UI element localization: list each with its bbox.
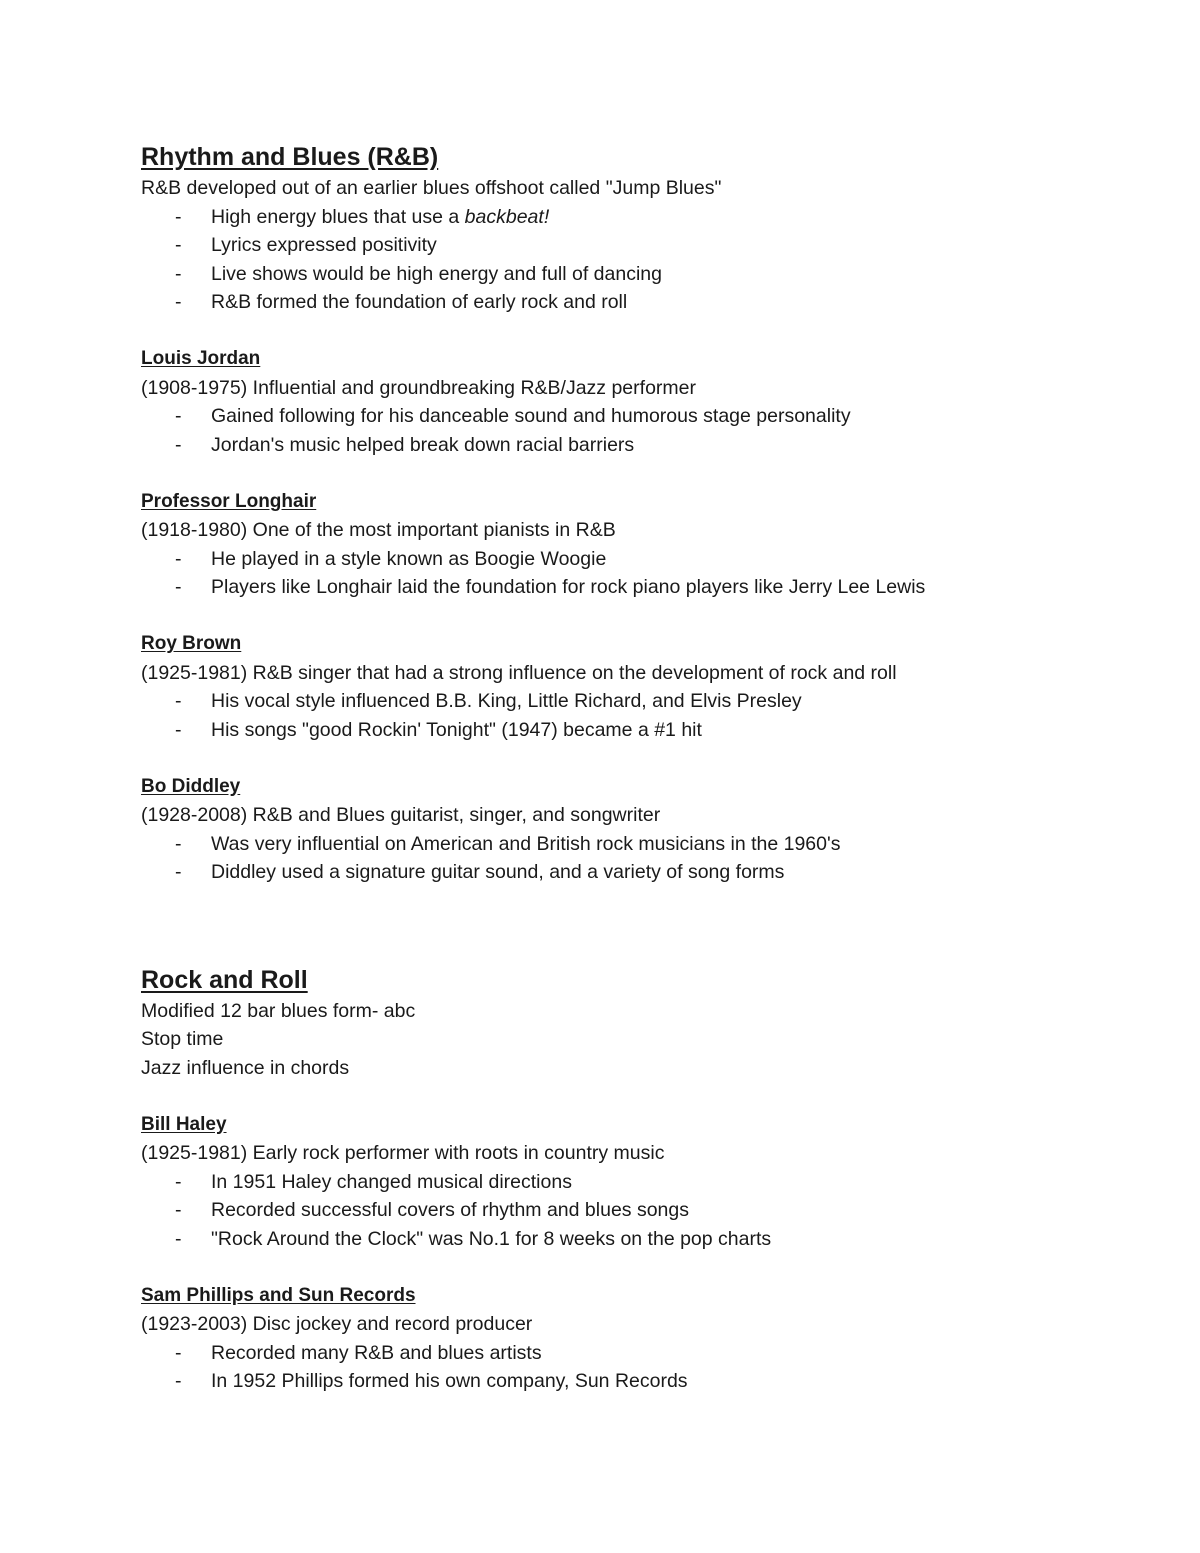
list-item — [141, 1168, 1081, 1197]
dash-bullet: - — [175, 1370, 182, 1392]
list-item — [141, 431, 1081, 460]
dash-bullet: - — [175, 832, 182, 855]
list-item — [141, 545, 1081, 574]
artist-description: (1918-1980) One of the most important pianists in R&B — [141, 519, 616, 541]
artist-description: (1925-1981) R&B singer that had a strong influence on the development of rock and roll — [141, 661, 897, 684]
bullet-text: Lyrics expressed positivity — [211, 234, 437, 256]
bullet-text: Recorded successful covers of rhythm and blues songs — [211, 1199, 689, 1221]
bullet-text: He played in a style known as Boogie Woogie — [211, 547, 607, 570]
list-item — [141, 203, 1081, 232]
list-item — [141, 402, 1081, 431]
list-item — [141, 1225, 1081, 1254]
dash-bullet: - — [175, 262, 182, 285]
bullet-text: Gained following for his danceable sound and humorous stage personality — [211, 405, 851, 427]
section-title-rock: Rock and Roll — [141, 965, 308, 994]
dash-bullet: - — [175, 405, 182, 427]
artist-description: (1925-1981) Early rock performer with roots in country music — [141, 1142, 665, 1164]
bullet-text: In 1952 Phillips formed his own company, Sun Records — [211, 1370, 688, 1392]
list-item — [141, 1367, 1081, 1396]
dash-bullet: - — [175, 576, 182, 598]
dash-bullet: - — [175, 718, 182, 741]
dash-bullet: - — [175, 547, 182, 570]
section-title-rnb: Rhythm and Blues (R&B) — [141, 143, 439, 171]
rock-line: Jazz influence in chords — [141, 1056, 350, 1079]
rock-line: Stop time — [141, 1028, 224, 1050]
bullet-text: Jordan's music helped break down racial barriers — [211, 433, 635, 456]
rock-line: Modified 12 bar blues form- abc — [141, 999, 416, 1022]
dash-bullet: - — [175, 433, 182, 456]
dash-bullet: - — [175, 1199, 182, 1221]
list-item — [141, 1196, 1081, 1225]
list-item — [141, 716, 1081, 745]
bullet-text: In 1951 Haley changed musical directions — [211, 1170, 572, 1193]
dash-bullet: - — [175, 861, 182, 883]
list-item — [141, 573, 1081, 602]
dash-bullet: - — [175, 1227, 182, 1250]
dash-bullet: - — [175, 1341, 182, 1364]
dash-bullet: - — [175, 690, 182, 712]
artist-heading: Professor Longhair — [141, 490, 317, 512]
bullet-text: Players like Longhair laid the foundation for rock piano players like Jerry Lee Lewis — [211, 576, 926, 598]
artist-heading: Roy Brown — [141, 633, 242, 654]
artist-description: (1928-2008) R&B and Blues guitarist, singer, and songwriter — [141, 804, 661, 826]
bullet-text: Was very influential on American and British rock musicians in the 1960's — [211, 832, 841, 855]
list-item — [141, 1339, 1081, 1368]
list-item — [141, 260, 1081, 289]
bullet-text: "Rock Around the Clock" was No.1 for 8 weeks on the pop charts — [211, 1227, 772, 1250]
artist-heading: Sam Phillips and Sun Records — [141, 1284, 416, 1306]
dash-bullet: - — [175, 291, 182, 313]
dash-bullet: - — [175, 205, 182, 228]
list-item — [141, 858, 1081, 887]
list-item — [141, 687, 1081, 716]
document-page — [141, 140, 1081, 1396]
artist-description: (1923-2003) Disc jockey and record producer — [141, 1313, 533, 1335]
bullet-text-emphasis: backbeat! — [464, 205, 550, 228]
bullet-text: R&B formed the foundation of early rock and roll — [211, 291, 628, 313]
list-item — [141, 231, 1081, 260]
list-item — [141, 288, 1081, 317]
list-item — [141, 830, 1081, 859]
artist-heading: Bo Diddley — [141, 775, 241, 797]
bullet-text: Recorded many R&B and blues artists — [211, 1341, 542, 1364]
artist-description: (1908-1975) Influential and groundbreaking R&B/Jazz performer — [141, 376, 696, 399]
bullet-text: Live shows would be high energy and full of dancing — [211, 262, 662, 285]
artist-heading: Bill Haley — [141, 1113, 227, 1135]
bullet-text: His vocal style influenced B.B. King, Little Richard, and Elvis Presley — [211, 690, 802, 712]
bullet-text: Diddley used a signature guitar sound, and a variety of song forms — [211, 861, 785, 883]
dash-bullet: - — [175, 1170, 182, 1193]
rnb-intro: R&B developed out of an earlier blues offshoot called "Jump Blues" — [141, 177, 722, 199]
dash-bullet: - — [175, 234, 182, 256]
bullet-text: His songs "good Rockin' Tonight" (1947) became a #1 hit — [211, 718, 702, 741]
bullet-text: High energy blues that use a — [211, 205, 465, 228]
artist-heading: Louis Jordan — [141, 348, 261, 369]
